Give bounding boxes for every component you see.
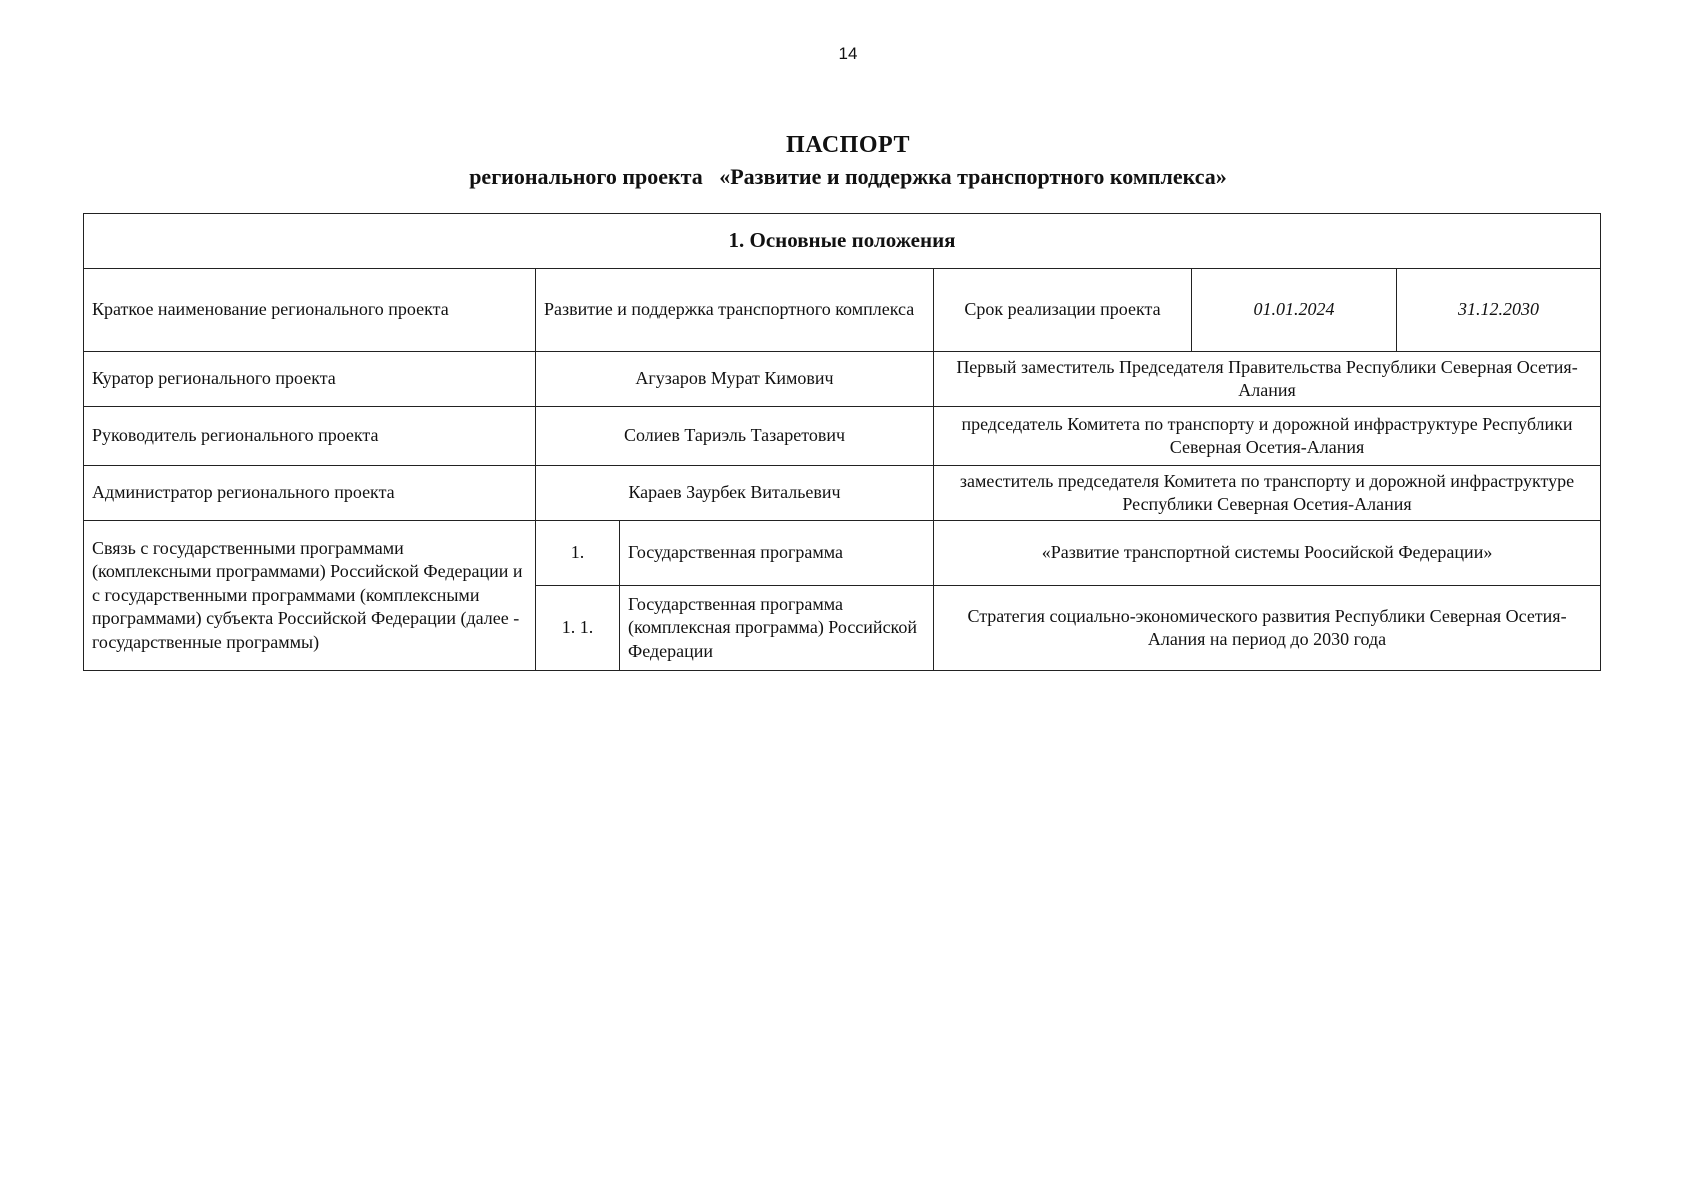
- term-label: Срок реализации проекта: [934, 269, 1192, 352]
- curator-name: Агузаров Мурат Кимович: [536, 352, 934, 407]
- curator-label: Куратор регионального проекта: [84, 352, 536, 407]
- table-row: [84, 352, 1601, 407]
- table-row: [84, 521, 1601, 586]
- table-row: [84, 407, 1601, 466]
- page-number: 14: [838, 44, 858, 63]
- head-name: Солиев Тариэль Тазаретович: [536, 407, 934, 466]
- table-row: [84, 269, 1601, 352]
- head-label: Руководитель регионального проекта: [84, 407, 536, 466]
- program-type: Государственная программа (комплексная программа) Российской Федерации: [620, 586, 934, 671]
- administrator-label: Администратор регионального проекта: [84, 466, 536, 521]
- program-number: 1.: [536, 521, 620, 586]
- document-subtitle: регионального проекта «Развитие и поддержка транспортного комплекса»: [469, 164, 1227, 189]
- short-name-label: Краткое наименование регионального проекта: [84, 269, 536, 352]
- passport-table: [83, 213, 1601, 671]
- short-name-value: Развитие и поддержка транспортного комплекса: [536, 269, 934, 352]
- program-type: Государственная программа: [620, 521, 934, 586]
- start-date: 01.01.2024: [1192, 269, 1397, 352]
- curator-position: Первый заместитель Председателя Правительства Республики Северная Осетия-Алания: [934, 352, 1601, 407]
- section-header-row: [84, 214, 1601, 269]
- program-name: «Развитие транспортной системы Роосийской Федерации»: [934, 521, 1601, 586]
- head-position: председатель Комитета по транспорту и дорожной инфраструктуре Республики Северная Осетия-Алания: [934, 407, 1601, 466]
- table-row: [84, 466, 1601, 521]
- document-title: ПАСПОРТ: [786, 132, 910, 158]
- end-date: 31.12.2030: [1397, 269, 1601, 352]
- program-number: 1. 1.: [536, 586, 620, 671]
- section-title: 1. Основные положения: [84, 214, 1601, 269]
- administrator-position: заместитель председателя Комитета по транспорту и дорожной инфраструктуре Республики Северная Осетия-Алания: [934, 466, 1601, 521]
- programs-label: Связь с государственными программами (комплексными программами) Российской Федерации и с государственными программами (комплексными программами) субъекта Российской Федерации (далее - государственные программы): [84, 521, 536, 671]
- program-name: Стратегия социально-экономического развития Республики Северная Осетия-Алания на период до 2030 года: [934, 586, 1601, 671]
- administrator-name: Караев Заурбек Витальевич: [536, 466, 934, 521]
